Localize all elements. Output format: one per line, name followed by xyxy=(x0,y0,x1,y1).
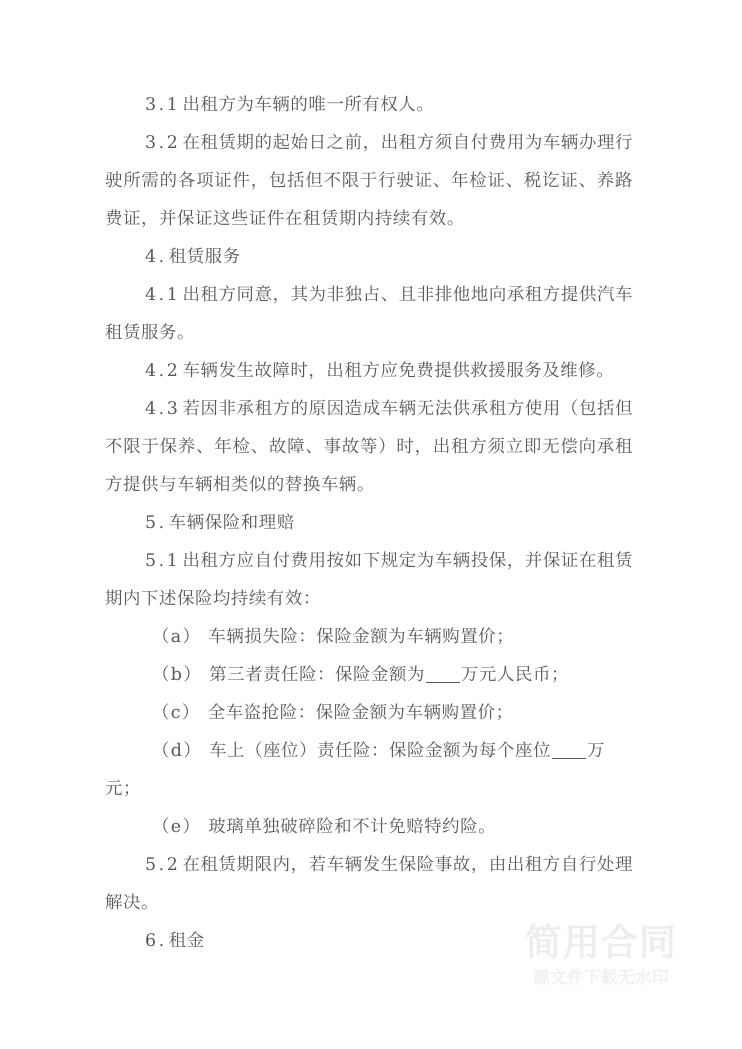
paragraph-item-a xyxy=(105,618,633,656)
paragraph-item-d xyxy=(105,732,633,808)
section-number: 5. xyxy=(145,513,167,533)
item-text: 车辆损失险：保险金额为车辆购置价； xyxy=(208,627,515,647)
section-title: 租赁服务 xyxy=(168,247,241,267)
fill-in-blank-seat-liability-amount[interactable] xyxy=(552,758,586,759)
paragraph-heading-6 xyxy=(105,922,633,960)
clause-text: 若因非承租方的原因造成车辆无法供承租方使用（包括但不限于保养、年检、故障、事故等）时，出租方须立即无偿向承租方提供与车辆相类似的替换车辆。 xyxy=(105,399,633,495)
paragraph-item-c xyxy=(105,694,633,732)
item-text-after-blank: 万元； xyxy=(105,741,605,799)
clause-text: 在租赁期的起始日之前，出租方须自付费用为车辆办理行驶所需的各项证件，包括但不限于行驶证、年检证、税讫证、养路费证，并保证这些证件在租赁期内持续有效。 xyxy=(105,133,633,229)
clause-number: 5.2 xyxy=(145,855,181,875)
paragraph-clause-5-2 xyxy=(105,846,633,922)
clause-text: 出租方为车辆的唯一所有权人。 xyxy=(182,95,435,115)
paragraph-clause-4-1 xyxy=(105,276,633,352)
paragraph-clause-4-2 xyxy=(105,352,633,390)
paragraph-item-b xyxy=(105,656,633,694)
clause-text: 出租方同意，其为非独占、且非排他地向承租方提供汽车租赁服务。 xyxy=(105,285,633,343)
paragraph-heading-5 xyxy=(105,504,633,542)
section-title: 租金 xyxy=(168,931,205,951)
fill-in-blank-third-party-amount[interactable] xyxy=(426,682,460,683)
document-text-body xyxy=(105,86,633,960)
item-text: 全车盗抢险：保险金额为车辆购置价； xyxy=(207,703,514,723)
paragraph-heading-4 xyxy=(105,238,633,276)
item-text: 玻璃单独破碎险和不计免赔特约险。 xyxy=(208,817,497,837)
item-text-after-blank: 万元人民币； xyxy=(461,665,569,685)
clause-number: 4.3 xyxy=(145,399,181,419)
paragraph-clause-4-3 xyxy=(105,390,633,504)
clause-text: 出租方应自付费用按如下规定为车辆投保，并保证在租赁期内下述保险均持续有效： xyxy=(105,551,633,609)
clause-number: 4.2 xyxy=(145,361,181,381)
item-label: （b） xyxy=(152,665,203,685)
item-label: （a） xyxy=(152,627,202,647)
clause-number: 3.1 xyxy=(145,95,181,115)
item-text-before-blank: 第三者责任险：保险金额为 xyxy=(209,665,426,685)
clause-number: 5.1 xyxy=(145,551,181,571)
section-number: 4. xyxy=(145,247,167,267)
clause-text: 车辆发生故障时，出租方应免费提供救援服务及维修。 xyxy=(182,361,615,381)
clause-number: 3.2 xyxy=(145,133,181,153)
paragraph-clause-5-1 xyxy=(105,542,633,618)
paragraph-item-e xyxy=(105,808,633,846)
clause-text: 在租赁期限内，若车辆发生保险事故，由出租方自行处理解决。 xyxy=(105,855,633,913)
section-number: 6. xyxy=(145,931,167,951)
clause-number: 4.1 xyxy=(145,285,181,305)
item-text-before-blank: 车上（座位）责任险：保险金额为每个座位 xyxy=(209,741,551,761)
item-label: （c） xyxy=(152,703,201,723)
watermark-tagline-text: 源文件下载无水印 xyxy=(533,968,669,987)
item-label: （e） xyxy=(152,817,202,837)
paragraph-clause-3-1 xyxy=(105,86,633,124)
section-title: 车辆保险和理赔 xyxy=(168,513,295,533)
paragraph-clause-3-2 xyxy=(105,124,633,238)
watermark-brand-text: 简用合同 xyxy=(525,921,677,964)
item-label: （d） xyxy=(152,741,203,761)
